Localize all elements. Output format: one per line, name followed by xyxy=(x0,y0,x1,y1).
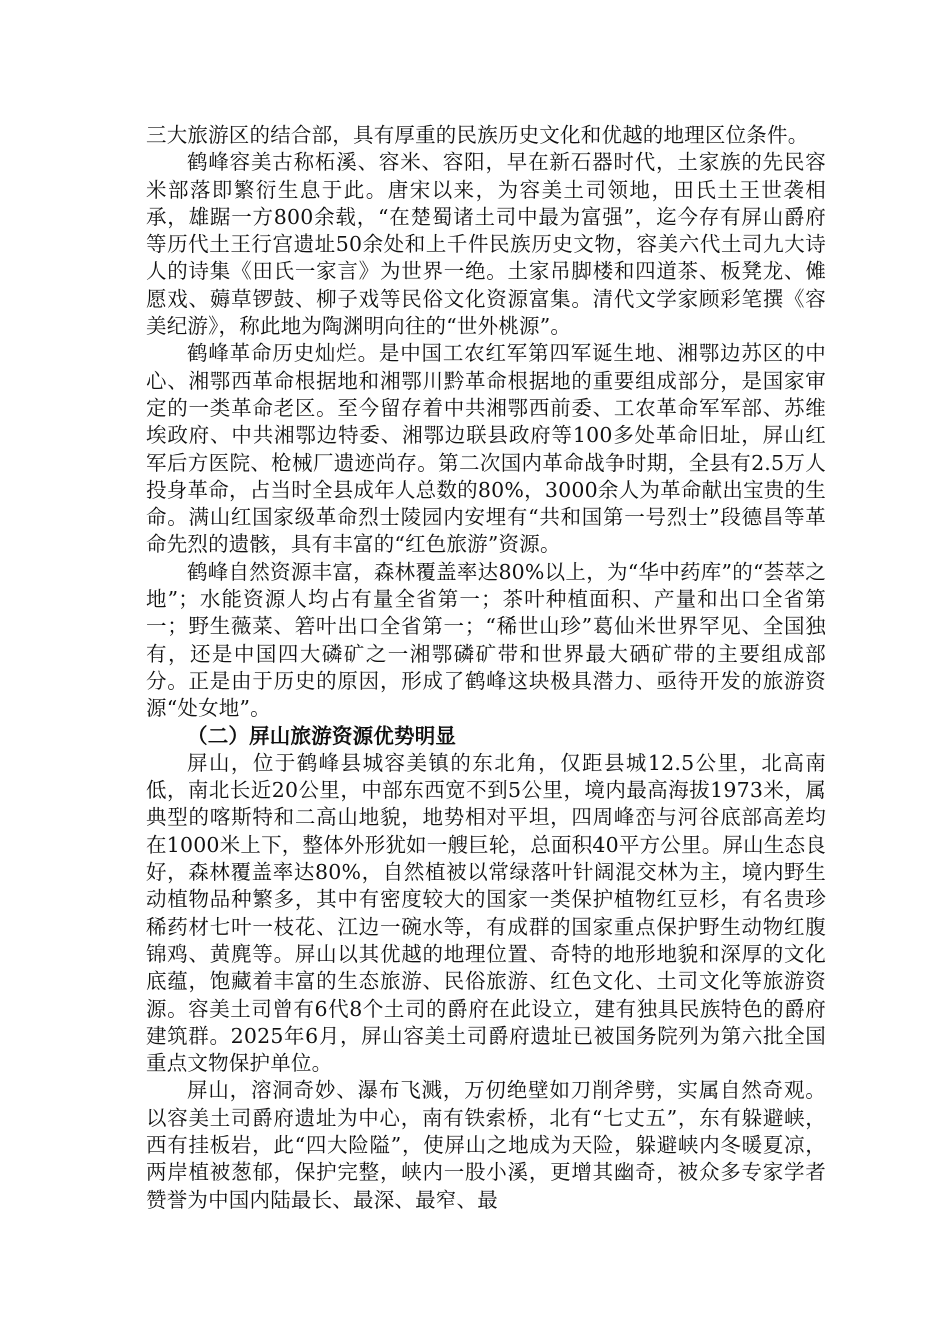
paragraph-revolution-history: 鹤峰革命历史灿烂。是中国工农红军第四军诞生地、湘鄂边苏区的中心、湘鄂西革命根据地和湘鄂川黔革命根据地的重要组成部分，是国家审定的一类革命老区。至今留存着中共湘鄂西前委、工农革命军军部、苏维埃政府、中共湘鄂边特委、湘鄂边联县政府等100多处革命旧址，屏山红军后方医院、枪械厂遗迹尚存。第二次国内革命战争时期，全县有2.5万人投身革命，占当时全县成年人总数的80%，3000余人为革命献出宝贵的生命。满山红国家级革命烈士陵园内安埋有“共和国第一号烈士”段德昌等革命先烈的遗骸，具有丰富的“红色旅游”资源。 xyxy=(146,341,826,557)
paragraph-continuation: 三大旅游区的结合部，具有厚重的民族历史文化和优越的地理区位条件。 xyxy=(146,123,809,147)
section-heading: （二）屏山旅游资源优势明显 xyxy=(187,723,457,748)
paragraph-natural-resources: 鹤峰自然资源丰富，森林覆盖率达80%以上，为“华中药库”的“荟萃之地”；水能资源人均占有量全省第一；茶叶种植面积、产量和出口全省第一；野生薇菜、箬叶出口全省第一；“稀世山珍”葛仙米世界罕见、全国独有，还是中国四大磷矿之一湘鄂磷矿带和世界最大硒矿带的主要组成部分。正是由于历史的原因，形成了鹤峰这块极具潜力、亟待开发的旅游资源“处女地”。 xyxy=(146,559,826,721)
paragraph-rongmei-history: 鹤峰容美古称柘溪、容米、容阳，早在新石器时代，土家族的先民容米部落即繁衍生息于此。唐宋以来，为容美土司领地，田氏土王世袭相承，雄踞一方800余载，“在楚蜀诸土司中最为富强”，迄今存有屏山爵府等历代土王行宫遗址50余处和上千件民族历史文物，容美六代土司九大诗人的诗集《田氏一家言》为世界一绝。土家吊脚楼和四道茶、板凳龙、傩愿戏、薅草锣鼓、柳子戏等民俗文化资源富集。清代文学家顾彩笔撰《容美纪游》，称此地为陶渊明向往的“世外桃源”。 xyxy=(146,150,826,339)
paragraph-pingshan-scenery: 屏山，溶洞奇妙、瀑布飞溅，万仞绝壁如刀削斧劈，实属自然奇观。以容美土司爵府遗址为中心，南有铁索桥，北有“七丈五”，东有躲避峡，西有挂板岩，此“四大险隘”，使屏山之地成为天险，躲避峡内冬暖夏凉，两岸植被葱郁，保护完整，峡内一股小溪，更增其幽奇，被众多专家学者赞誉为中国内陆最长、最深、最窄、最 xyxy=(146,1078,826,1212)
document-body xyxy=(146,122,826,1214)
paragraph-pingshan-overview: 屏山，位于鹤峰县城容美镇的东北角，仅距县城12.5公里，北高南低，南北长近20公里，中部东西宽不到5公里，境内最高海拔1973米，属典型的喀斯特和二高山地貌，地势相对平坦，四周峰峦与河谷底部高差均在1000米上下，整体外形犹如一艘巨轮，总面积40平方公里。屏山生态良好，森林覆盖率达80%，自然植被以常绿落叶针阔混交林为主，境内野生动植物品种繁多，其中有密度较大的国家一类保护植物红豆杉，有名贵珍稀药材七叶一枝花、江边一碗水等，有成群的国家重点保护野生动物红腹锦鸡、黄麂等。屏山以其优越的地理位置、奇特的地形地貌和深厚的文化底蕴，饱藏着丰富的生态旅游、民俗旅游、红色文化、土司文化等旅游资源。容美土司曾有6代8个土司的爵府在此设立，建有独具民族特色的爵府建筑群。2025年6月，屏山容美土司爵府遗址已被国务院列为第六批全国重点文物保护单位。 xyxy=(146,750,826,1076)
